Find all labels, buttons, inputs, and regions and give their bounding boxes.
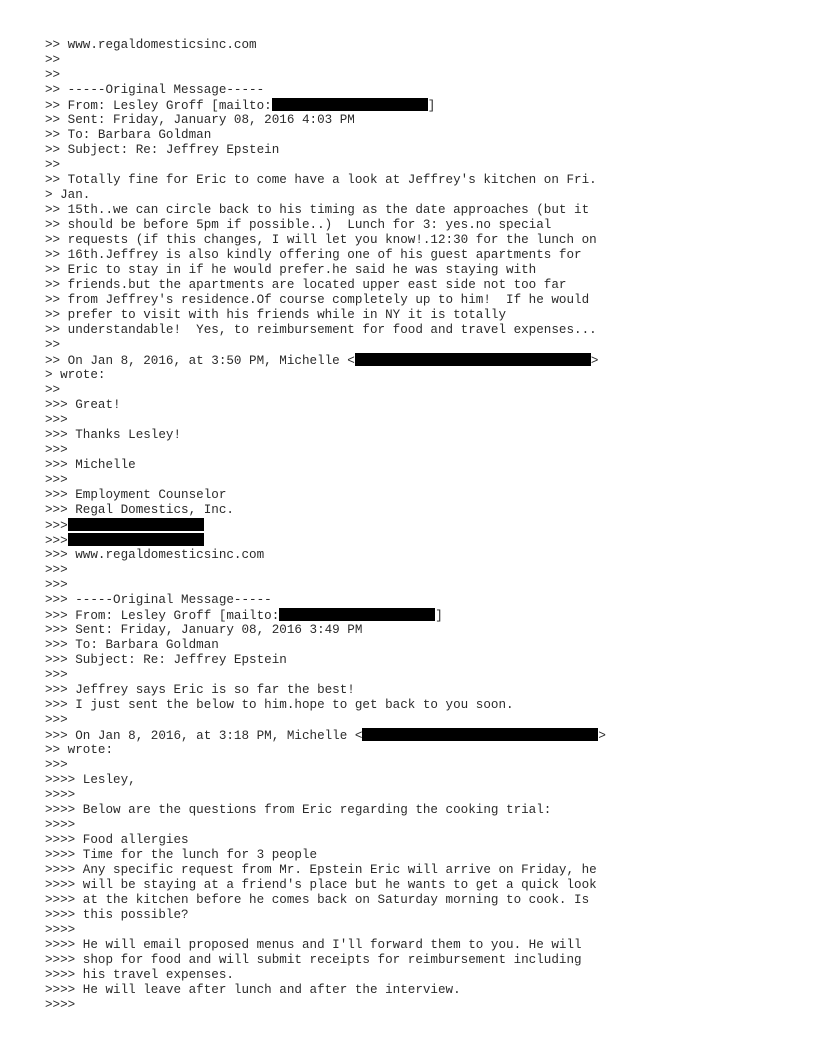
text-segment: > [598,729,606,743]
text-line [45,518,805,533]
text-line: >>> [45,563,68,577]
text-segment: >> From: Lesley Groff [mailto: [45,99,272,113]
redaction-box [279,608,435,621]
text-segment: ] [427,99,436,113]
text-line: >> -----Original Message----- [45,83,265,97]
text-line: >> should be before 5pm if possible..) Lunch for 3: yes.no special [45,218,552,232]
text-line: >>> [45,473,68,487]
text-line: >>> [45,668,68,682]
text-line: >>>> his travel expenses. [45,968,234,982]
text-line: >>>> Below are the questions from Eric regarding the cooking trial: [45,803,552,817]
text-line: >>>> Lesley, [45,773,136,787]
text-segment: >> On Jan 8, 2016, at 3:50 PM, Michelle < [45,354,355,368]
text-line: > Jan. [45,188,91,202]
redaction-box [362,728,598,741]
text-line: >> [45,338,61,352]
text-line: >>> Regal Domestics, Inc. [45,503,234,517]
text-line: >>>> [45,923,76,937]
redaction-box [68,533,204,546]
text-line: >>> Jeffrey says Eric is so far the best! [45,683,355,697]
text-line: >> prefer to visit with his friends while in NY it is totally [45,308,507,322]
text-line: >>>> Any specific request from Mr. Epstein Eric will arrive on Friday, he [45,863,597,877]
text-line: >>> Great! [45,398,121,412]
text-line: >> friends.but the apartments are located upper east side not too far [45,278,567,292]
text-line: >> understandable! Yes, to reimbursement for food and travel expenses... [45,323,597,337]
text-line: >>>> Food allergies [45,833,189,847]
email-thread-body [45,38,805,1013]
text-line [45,533,805,548]
text-line: >> [45,383,61,397]
text-line: >>>> at the kitchen before he comes back on Saturday morning to cook. Is [45,893,590,907]
text-line: >>>> [45,788,76,802]
text-line [45,728,805,743]
redaction-box [355,353,591,366]
text-line: >>> To: Barbara Goldman [45,638,219,652]
text-line: >> Subject: Re: Jeffrey Epstein [45,143,280,157]
text-line: >>>> [45,818,76,832]
text-line: >>> Thanks Lesley! [45,428,182,442]
text-line [45,608,805,623]
text-line [45,98,805,113]
text-line: >> Totally fine for Eric to come have a look at Jeffrey's kitchen on Fri. [45,173,597,187]
text-line: >>> [45,713,68,727]
text-line [45,353,805,368]
text-line: >>>> this possible? [45,908,189,922]
text-line: >>> Sent: Friday, January 08, 2016 3:49 PM [45,623,363,637]
text-line: >>>> He will leave after lunch and after the interview. [45,983,461,997]
text-segment: >>> [45,534,68,548]
text-segment: >>> [45,519,68,533]
text-line: >> from Jeffrey's residence.Of course completely up to him! If he would [45,293,590,307]
text-segment: >>> From: Lesley Groff [mailto: [45,609,280,623]
text-line: >>>> [45,998,76,1012]
text-segment: ] [435,609,443,623]
text-segment: > [590,354,599,368]
text-line: >>> [45,413,68,427]
text-line: >> wrote: [45,743,114,757]
text-line: >> requests (if this changes, I will let you know!.12:30 for the lunch on [45,233,597,247]
redaction-box [68,518,204,531]
text-line: >>> [45,578,68,592]
text-line: >> [45,158,61,172]
text-line: >>>> Time for the lunch for 3 people [45,848,318,862]
text-line: >> 15th..we can circle back to his timing as the date approaches (but it [45,203,590,217]
text-line: >>>> He will email proposed menus and I'll forward them to you. He will [45,938,582,952]
text-line: >> [45,68,61,82]
text-segment: >>> On Jan 8, 2016, at 3:18 PM, Michelle < [45,729,363,743]
text-line: >>> Employment Counselor [45,488,227,502]
text-line: >> To: Barbara Goldman [45,128,212,142]
text-line: >>> -----Original Message----- [45,593,272,607]
text-line: >> Eric to stay in if he would prefer.he said he was staying with [45,263,537,277]
text-line: > wrote: [45,368,106,382]
redaction-box [272,98,428,111]
text-line: >>> Michelle [45,458,136,472]
text-line: >>> [45,758,68,772]
text-line: >>> www.regaldomesticsinc.com [45,548,265,562]
text-line: >>>> shop for food and will submit receipts for reimbursement including [45,953,582,967]
text-line: >>>> will be staying at a friend's place but he wants to get a quick look [45,878,597,892]
text-line: >>> Subject: Re: Jeffrey Epstein [45,653,287,667]
text-line: >> Sent: Friday, January 08, 2016 4:03 PM [45,113,355,127]
text-line: >> www.regaldomesticsinc.com [45,38,257,52]
text-line: >> 16th.Jeffrey is also kindly offering one of his guest apartments for [45,248,582,262]
text-line: >>> [45,443,68,457]
text-line: >>> I just sent the below to him.hope to get back to you soon. [45,698,514,712]
text-line: >> [45,53,61,67]
